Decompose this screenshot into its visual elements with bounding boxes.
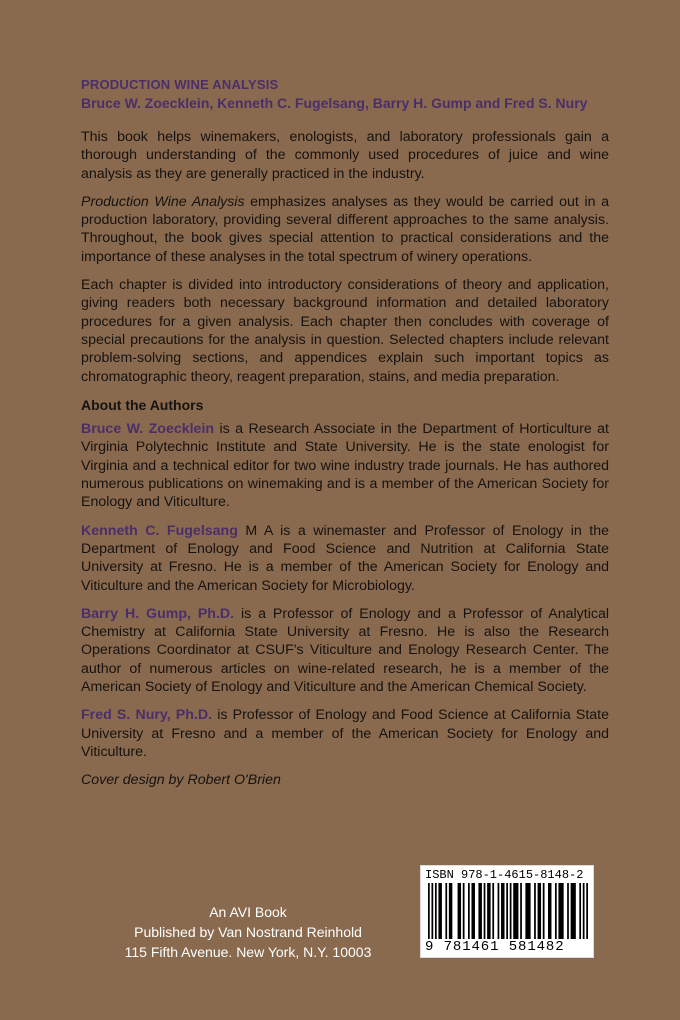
author-name: Kenneth C. Fugelsang	[81, 522, 238, 539]
barcode-bar	[579, 883, 581, 939]
description-paragraph-2	[81, 193, 609, 266]
about-authors-heading: About the Authors	[81, 396, 204, 413]
cover-design-credit: Cover design by Robert O'Brien	[81, 772, 281, 789]
barcode-bar	[478, 883, 481, 939]
barcode-bar	[520, 883, 522, 939]
publisher-info	[118, 902, 378, 962]
author-bio	[81, 420, 609, 511]
barcode-bar	[534, 883, 536, 939]
barcode-bar	[571, 883, 576, 939]
author-bio-text: is a winemaster and Professor of Enology in the Department of Enology and Food Science and Nutrition at California State University at Fresno. He is a member of the American Society for Enology and Viticulture and the American Society for Microbiology.	[81, 522, 610, 594]
barcode-bar	[492, 883, 494, 939]
barcode-bar	[548, 883, 551, 939]
author-bio	[81, 706, 609, 761]
barcode-bar	[543, 883, 545, 939]
description-paragraph-1: This book helps winemakers, enologists, and laboratory professionals gain a thorough understanding of the commonly used procedures of juice and wine analysis as they are generally practiced in the industry.	[81, 129, 609, 182]
author-bio	[81, 605, 609, 696]
author-bio	[81, 522, 609, 595]
barcode-number: 9 781461 581482	[425, 939, 565, 955]
barcode-bar	[428, 883, 430, 939]
barcode-bar	[435, 883, 437, 939]
publisher-line-2: Published by Van Nostrand Reinhold	[134, 924, 362, 940]
barcode-bar	[484, 883, 486, 939]
book-authors: Bruce W. Zoecklein, Kenneth C. Fugelsang, Barry H. Gump and Fred S. Nury	[81, 95, 588, 111]
barcode-bar	[458, 883, 461, 939]
barcode-bar	[555, 883, 557, 939]
header	[81, 76, 641, 112]
barcode-bar	[468, 883, 470, 939]
author-name: Bruce W. Zoecklein	[81, 421, 215, 438]
author-bio-text: is a Professor of Enology and a Professor of Analytical Chemistry at California State University at Fresno. He is also the Research Operations Coordinator at CSUF's Viticulture and Enology Research Center. The author of numerous articles on wine-related research, he is a member of the American Society of Enology and Viticulture and the American Chemical Society.	[81, 605, 609, 696]
description-paragraph-2-text: emphasizes analyses as they would be carried out in a production laboratory, providing several different approaches to the same analysis. Throughout, the book gives special attention to practical considerations and the importance of these analyses in the total spectrum of winery operations.	[81, 193, 609, 265]
publisher-line-3: 115 Fifth Avenue. New York, N.Y. 10003	[124, 944, 372, 960]
barcode-bar	[449, 883, 452, 939]
barcode-bar	[501, 883, 504, 939]
publisher-line-1: An AVI Book	[209, 904, 287, 920]
author-name: Barry H. Gump, Ph.D.	[81, 605, 235, 622]
barcode-bar	[567, 883, 569, 939]
barcode-bar	[471, 883, 474, 939]
barcode-bar	[538, 883, 541, 939]
barcode-bar	[558, 883, 563, 939]
book-title-italic: Production Wine Analysis	[81, 193, 245, 210]
barcode-bar	[445, 883, 447, 939]
description-paragraph-3: Each chapter is divided into introductory considerations of theory and application, giving readers both necessary background information and detailed laboratory procedures for a given analysis. Each chapter then concludes with coverage of special precautions for the analysis in question. Selected chapters include relevant problem-solving sections, and appendices explain such important topics as chromatographic theory, reagent preparation, stains, and media preparation.	[81, 277, 609, 385]
barcode-bar	[583, 883, 585, 939]
isbn-barcode-box	[420, 865, 594, 958]
barcode-icon	[427, 883, 589, 939]
barcode-bar	[506, 883, 508, 939]
barcode-bar	[586, 883, 588, 939]
barcode-bar	[431, 883, 433, 939]
body-text	[81, 128, 609, 790]
book-title: PRODUCTION WINE ANALYSIS	[81, 77, 279, 92]
author-bio-text: is a Research Associate in the Department of Horticulture at Virginia Polytechnic Institute and State University. He is the state enologist for Virginia and a technical editor for two wine industry trade journals. He has authored numerous publications on winemaking and is a member of the American Society for Enology and Viticulture.	[81, 421, 609, 511]
barcode-bar	[463, 883, 465, 939]
barcode-bar	[438, 883, 441, 939]
barcode-bar	[513, 883, 518, 939]
barcode-bar	[487, 883, 490, 939]
author-suffix: M A	[237, 522, 273, 539]
isbn-label: ISBN 978-1-4615-8148-2	[425, 868, 584, 882]
barcode-bar	[498, 883, 500, 939]
barcode-bar	[525, 883, 530, 939]
author-name: Fred S. Nury, Ph.D.	[81, 707, 213, 724]
author-bio-text: is Professor of Enology and Food Science at California State University at Fresno and a member of the American Society for Enology and Viticulture.	[81, 707, 609, 760]
barcode-bar	[510, 883, 512, 939]
